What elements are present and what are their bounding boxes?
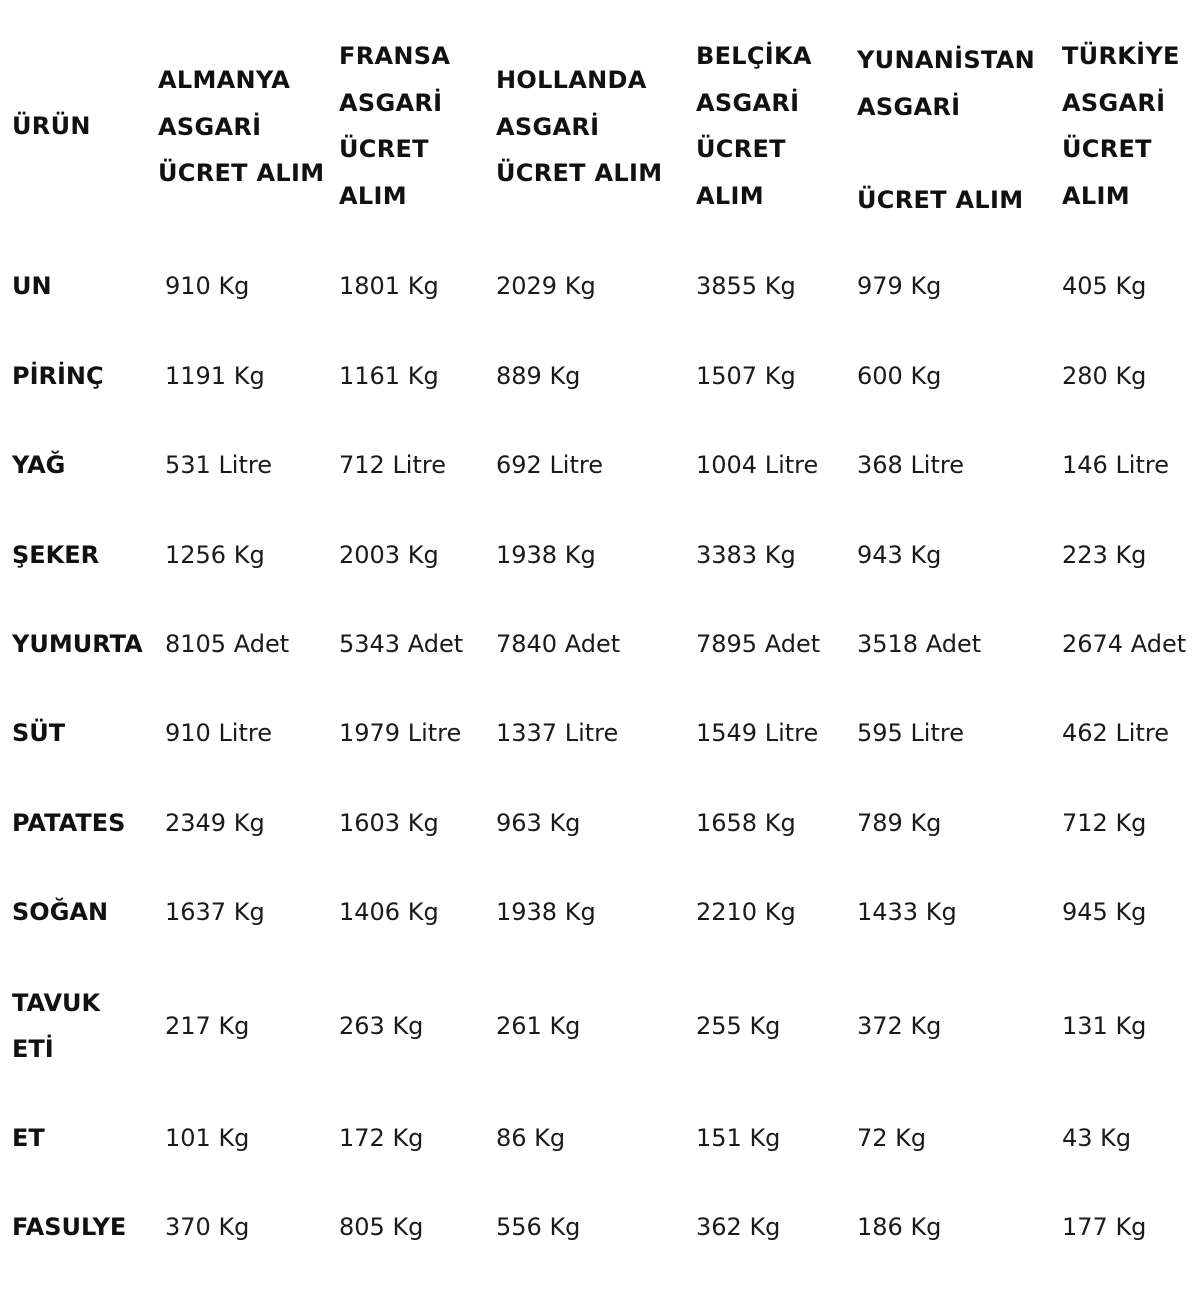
value-turkiye: 223 Kg: [1062, 541, 1147, 569]
header-line: HOLLANDA: [496, 66, 647, 94]
value-yunanistan: 943 Kg: [857, 541, 942, 569]
row-product: [12, 1115, 45, 1161]
value-yunanistan: 72 Kg: [857, 1124, 927, 1152]
header-line: ALIM: [339, 181, 407, 210]
value-yunanistan: 789 Kg: [857, 809, 942, 837]
header-fransa: [339, 33, 450, 219]
value-hollanda: 963 Kg: [496, 809, 581, 837]
row-product: [12, 889, 108, 935]
value-fransa: 5343 Adet: [339, 630, 464, 658]
value-fransa: 172 Kg: [339, 1124, 424, 1152]
header-line: ÜCRET: [696, 135, 786, 163]
row-product: [12, 532, 99, 578]
product-line: PATATES: [12, 809, 126, 837]
value-belcika: 3855 Kg: [696, 272, 796, 300]
value-belcika: 2210 Kg: [696, 898, 796, 926]
product-line: FASULYE: [12, 1213, 127, 1241]
value-hollanda: 889 Kg: [496, 362, 581, 390]
product-line: TAVUK: [12, 989, 101, 1017]
value-almanya: 8105 Adet: [165, 630, 290, 658]
product-line: ETİ: [12, 1035, 54, 1063]
value-almanya: 1191 Kg: [165, 362, 265, 390]
value-yunanistan: 372 Kg: [857, 1012, 942, 1040]
header-line: ÜCRET ALIM: [857, 185, 1024, 214]
value-belcika: 362 Kg: [696, 1213, 781, 1241]
value-hollanda: 261 Kg: [496, 1012, 581, 1040]
value-hollanda: 556 Kg: [496, 1213, 581, 1241]
value-turkiye: 280 Kg: [1062, 362, 1147, 390]
value-hollanda: 1938 Kg: [496, 541, 596, 569]
value-belcika: 1507 Kg: [696, 362, 796, 390]
value-turkiye: 131 Kg: [1062, 1012, 1147, 1040]
header-turkiye: [1062, 33, 1180, 219]
header-line: YUNANİSTAN: [857, 46, 1035, 74]
header-line: ALIM: [696, 181, 764, 210]
row-product: [12, 980, 100, 1072]
value-yunanistan: 3518 Adet: [857, 630, 982, 658]
value-fransa: 805 Kg: [339, 1213, 424, 1241]
value-turkiye: 945 Kg: [1062, 898, 1147, 926]
value-belcika: 3383 Kg: [696, 541, 796, 569]
header-line: ÜRÜN: [12, 112, 91, 140]
value-turkiye: 712 Kg: [1062, 809, 1147, 837]
header-line: FRANSA: [339, 42, 451, 70]
row-product: [12, 710, 65, 756]
value-hollanda: 86 Kg: [496, 1124, 566, 1152]
header-line: ÜCRET: [339, 135, 429, 163]
value-almanya: 2349 Kg: [165, 809, 265, 837]
header-line: ALMANYA: [158, 66, 291, 94]
product-line: ŞEKER: [12, 541, 100, 569]
value-almanya: 910 Kg: [165, 272, 250, 300]
value-belcika: 1549 Litre: [696, 719, 819, 747]
value-almanya: 370 Kg: [165, 1213, 250, 1241]
value-almanya: 1256 Kg: [165, 541, 265, 569]
header-line: ASGARİ: [1062, 88, 1166, 117]
header-belcika: [696, 33, 812, 219]
value-yunanistan: 595 Litre: [857, 719, 964, 747]
value-hollanda: 2029 Kg: [496, 272, 596, 300]
product-line: SÜT: [12, 719, 66, 747]
row-product: [12, 1204, 126, 1250]
value-belcika: 7895 Adet: [696, 630, 821, 658]
value-hollanda: 1337 Litre: [496, 719, 619, 747]
value-fransa: 1979 Litre: [339, 719, 462, 747]
value-fransa: 1406 Kg: [339, 898, 439, 926]
value-fransa: 1603 Kg: [339, 809, 439, 837]
value-fransa: 2003 Kg: [339, 541, 439, 569]
row-product: [12, 800, 125, 846]
product-line: PİRİNÇ: [12, 362, 104, 390]
value-almanya: 531 Litre: [165, 451, 272, 479]
header-yunanistan: [857, 37, 1035, 223]
header-hollanda: [496, 57, 662, 197]
header-line: [857, 130, 1035, 177]
product-line: YAĞ: [12, 451, 66, 479]
value-fransa: 263 Kg: [339, 1012, 424, 1040]
header-line: ASGARİ: [158, 112, 262, 141]
product-line: YUMURTA: [12, 630, 143, 658]
value-turkiye: 43 Kg: [1062, 1124, 1132, 1152]
value-turkiye: 146 Litre: [1062, 451, 1169, 479]
value-turkiye: 462 Litre: [1062, 719, 1169, 747]
row-product: [12, 353, 104, 399]
header-line: ASGARİ: [696, 88, 800, 117]
header-line: ÜCRET ALIM: [496, 159, 663, 187]
value-turkiye: 177 Kg: [1062, 1213, 1147, 1241]
row-product: [12, 621, 143, 667]
value-yunanistan: 1433 Kg: [857, 898, 957, 926]
header-line: ALIM: [1062, 181, 1130, 210]
value-yunanistan: 368 Litre: [857, 451, 964, 479]
value-hollanda: 7840 Adet: [496, 630, 621, 658]
value-belcika: 1004 Litre: [696, 451, 819, 479]
value-fransa: 1161 Kg: [339, 362, 439, 390]
product-line: ET: [12, 1124, 45, 1152]
row-product: [12, 263, 52, 309]
value-almanya: 217 Kg: [165, 1012, 250, 1040]
value-yunanistan: 979 Kg: [857, 272, 942, 300]
header-line: ÜCRET: [1062, 135, 1152, 163]
value-hollanda: 1938 Kg: [496, 898, 596, 926]
value-almanya: 910 Litre: [165, 719, 272, 747]
value-belcika: 151 Kg: [696, 1124, 781, 1152]
value-hollanda: 692 Litre: [496, 451, 603, 479]
value-almanya: 101 Kg: [165, 1124, 250, 1152]
value-fransa: 1801 Kg: [339, 272, 439, 300]
product-line: UN: [12, 272, 52, 300]
product-line: SOĞAN: [12, 898, 109, 926]
value-yunanistan: 600 Kg: [857, 362, 942, 390]
header-almanya: [158, 57, 324, 197]
value-belcika: 255 Kg: [696, 1012, 781, 1040]
value-belcika: 1658 Kg: [696, 809, 796, 837]
header-line: BELÇİKA: [696, 42, 812, 70]
value-yunanistan: 186 Kg: [857, 1213, 942, 1241]
header-line: ASGARİ: [857, 92, 961, 121]
value-turkiye: 405 Kg: [1062, 272, 1147, 300]
value-almanya: 1637 Kg: [165, 898, 265, 926]
row-product: [12, 442, 65, 488]
value-fransa: 712 Litre: [339, 451, 446, 479]
header-line: ÜCRET ALIM: [158, 159, 325, 187]
header-line: ASGARİ: [339, 88, 443, 117]
header-line: ASGARİ: [496, 112, 600, 141]
header-urun: [12, 103, 91, 150]
header-line: TÜRKİYE: [1062, 42, 1180, 70]
value-turkiye: 2674 Adet: [1062, 630, 1187, 658]
